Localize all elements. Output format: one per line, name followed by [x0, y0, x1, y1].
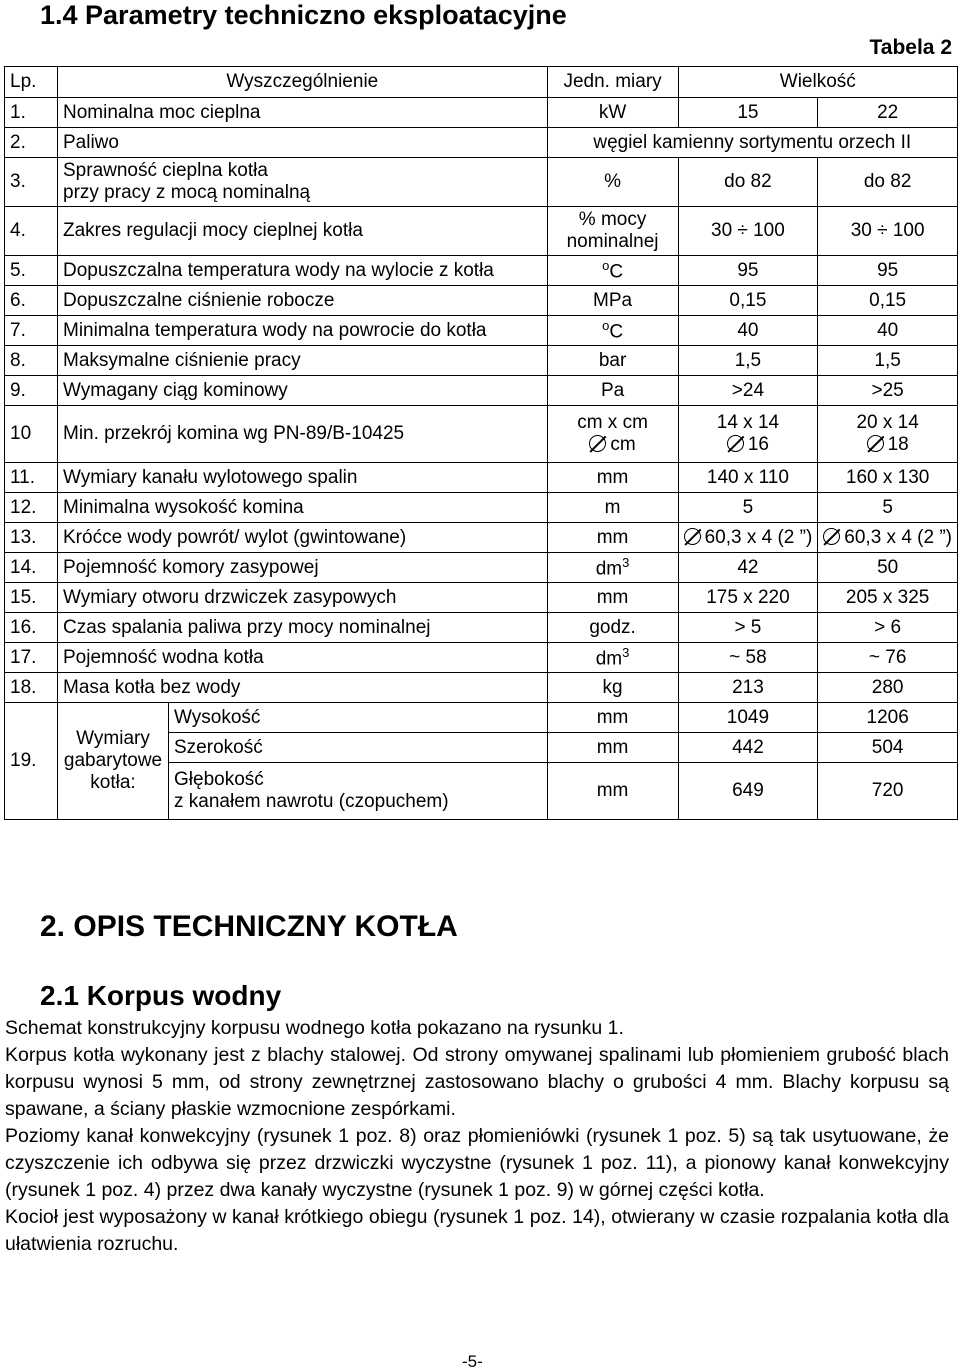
row-description: Sprawność cieplna kotła przy pracy z mocą nominalną [58, 158, 548, 207]
header-unit: Jedn. miary [547, 67, 678, 98]
row-value-2: 95 [818, 256, 958, 286]
section-heading: 1.4 Parametry techniczno eksploatacyjne [40, 0, 567, 30]
row-value-2: 504 [818, 733, 958, 763]
row-value-2: 1206 [818, 703, 958, 733]
row-value-1: >24 [678, 376, 818, 406]
row-description: Dopuszczalne ciśnienie robocze [58, 286, 548, 316]
row-value-2: > 6 [818, 613, 958, 643]
row-description: Minimalna temperatura wody na powrocie do kotła [58, 316, 548, 346]
row-value-2: 160 x 130 [818, 463, 958, 493]
table-row [5, 207, 958, 256]
row-value-1: 175 x 220 [678, 583, 818, 613]
header-description: Wyszczególnienie [58, 67, 548, 98]
table-row [5, 316, 958, 346]
header-lp: Lp. [5, 67, 58, 98]
row-value-1: 42 [678, 553, 818, 583]
row-value-2: 1,5 [818, 346, 958, 376]
row-unit: mm [547, 463, 678, 493]
row-value-1: 5 [678, 493, 818, 523]
row-description: Wymiary kanału wylotowego spalin [58, 463, 548, 493]
table-row [5, 463, 958, 493]
row-unit: m [547, 493, 678, 523]
row-value-2: 30 ÷ 100 [818, 207, 958, 256]
row-lp: 5. [5, 256, 58, 286]
table-row [5, 613, 958, 643]
table-row [5, 643, 958, 673]
row-description: Króćce wody powrót/ wylot (gwintowane) [58, 523, 548, 553]
row-value-1: 1049 [678, 703, 818, 733]
row-value-1: 213 [678, 673, 818, 703]
page-number: -5- [462, 1352, 483, 1371]
row-lp: 2. [5, 128, 58, 158]
body-text [5, 1015, 949, 1258]
diameter-icon [684, 528, 701, 545]
row-lp: 1. [5, 98, 58, 128]
row-description: Pojemność wodna kotła [58, 643, 548, 673]
diameter-icon [727, 435, 744, 452]
row-unit: mm [547, 583, 678, 613]
paragraph: Schemat konstrukcyjny korpusu wodnego kotła pokazano na rysunku 1. [5, 1017, 624, 1039]
row-description: Dopuszczalna temperatura wody na wylocie z kotła [58, 256, 548, 286]
table-row-dimensions [5, 703, 958, 733]
row-value-1: > 5 [678, 613, 818, 643]
row-unit: $dm^3$ [547, 553, 678, 583]
table-row [5, 256, 958, 286]
row-description: Wysokość [169, 703, 548, 733]
row-unit: godz. [547, 613, 678, 643]
parameters-table [4, 66, 958, 820]
row-lp: 18. [5, 673, 58, 703]
diameter-icon [823, 528, 840, 545]
row-unit: MPa [547, 286, 678, 316]
row-value-2: 5 [818, 493, 958, 523]
row-fuel-value: węgiel kamienny sortymentu orzech II [547, 128, 957, 158]
table-row [5, 553, 958, 583]
row-unit: $^o$C [547, 316, 678, 346]
row-unit: mm [547, 523, 678, 553]
table-header-row [5, 67, 958, 98]
row-unit: Pa [547, 376, 678, 406]
row-value-2: 280 [818, 673, 958, 703]
row-value-1: 60,3 x 4 (2 ”) [678, 523, 818, 553]
row-value-1: 95 [678, 256, 818, 286]
row-value-2: 60,3 x 4 (2 ”) [818, 523, 958, 553]
row-value-1: 15 [678, 98, 818, 128]
row-value-1: 1,5 [678, 346, 818, 376]
row-lp: 19. [5, 703, 58, 820]
header-value: Wielkość [678, 67, 957, 98]
table-caption: Tabela 2 [869, 36, 952, 59]
row-description: Czas spalania paliwa przy mocy nominalnej [58, 613, 548, 643]
dimensions-label: Wymiary gabarytowe kotła: [58, 703, 169, 820]
table-row [5, 523, 958, 553]
row-lp: 13. [5, 523, 58, 553]
table-row [5, 406, 958, 463]
row-unit: % mocy nominalnej [547, 207, 678, 256]
row-description: Nominalna moc cieplna [58, 98, 548, 128]
row-description: Wymagany ciąg kominowy [58, 376, 548, 406]
row-description: Szerokość [169, 733, 548, 763]
diameter-icon [867, 435, 884, 452]
row-value-2: 720 [818, 763, 958, 820]
row-lp: 3. [5, 158, 58, 207]
row-value-2: ~ 76 [818, 643, 958, 673]
row-value-1: 40 [678, 316, 818, 346]
row-value-1: 0,15 [678, 286, 818, 316]
row-unit: kg [547, 673, 678, 703]
row-unit: $dm^3$ [547, 643, 678, 673]
row-description: Głębokość z kanałem nawrotu (czopuchem) [169, 763, 548, 820]
row-lp: 7. [5, 316, 58, 346]
row-lp: 9. [5, 376, 58, 406]
table-row [5, 673, 958, 703]
row-unit: cm x cm cm [547, 406, 678, 463]
table-row [5, 98, 958, 128]
row-value-2: 50 [818, 553, 958, 583]
row-lp: 15. [5, 583, 58, 613]
row-lp: 6. [5, 286, 58, 316]
row-description: Minimalna wysokość komina [58, 493, 548, 523]
row-description: Paliwo [58, 128, 548, 158]
row-value-1: do 82 [678, 158, 818, 207]
row-value-2: 20 x 14 18 [818, 406, 958, 463]
paragraph: Poziomy kanał konwekcyjny (rysunek 1 poz. 8) oraz płomieniówki (rysunek 1 poz. 5) są tak usytuowane, że czyszczenie ich odbywa się przez drzwiczki wyczystne (rysunek 1 poz. 11), a pionowy kanał konwekcyjny (rysunek 1 poz. 4) przez dwa kanały wyczystne (rysunek 1 poz. 9) w górnej części kotła. [5, 1125, 949, 1201]
row-unit: mm [547, 763, 678, 820]
row-unit: mm [547, 733, 678, 763]
row-description: Maksymalne ciśnienie pracy [58, 346, 548, 376]
row-value-1: 442 [678, 733, 818, 763]
row-value-2: 22 [818, 98, 958, 128]
row-lp: 12. [5, 493, 58, 523]
row-lp: 10 [5, 406, 58, 463]
row-description: Min. przekrój komina wg PN-89/B-10425 [58, 406, 548, 463]
row-value-2: do 82 [818, 158, 958, 207]
row-unit: kW [547, 98, 678, 128]
row-lp: 11. [5, 463, 58, 493]
row-lp: 8. [5, 346, 58, 376]
row-lp: 14. [5, 553, 58, 583]
table-row [5, 158, 958, 207]
row-value-2: >25 [818, 376, 958, 406]
row-value-1: 30 ÷ 100 [678, 207, 818, 256]
paragraph: Kocioł jest wyposażony w kanał krótkiego obiegu (rysunek 1 poz. 14), otwierany w czasie rozpalania kotła dla ułatwienia rozruchu. [5, 1206, 949, 1255]
row-description: Wymiary otworu drzwiczek zasypowych [58, 583, 548, 613]
row-value-1: 14 x 14 16 [678, 406, 818, 463]
row-unit: $^o$C [547, 256, 678, 286]
row-unit: bar [547, 346, 678, 376]
chapter-heading: 2. OPIS TECHNICZNY KOTŁA [40, 910, 458, 943]
row-unit: % [547, 158, 678, 207]
table-row [5, 583, 958, 613]
row-lp: 4. [5, 207, 58, 256]
row-description: Masa kotła bez wody [58, 673, 548, 703]
row-unit: mm [547, 703, 678, 733]
table-row [5, 376, 958, 406]
table-row [5, 286, 958, 316]
table-row [5, 346, 958, 376]
row-lp: 17. [5, 643, 58, 673]
paragraph: Korpus kotła wykonany jest z blachy stalowej. Od strony omywanej spalinami lub płomieniem grubość blach korpusu wynosi 5 mm, od strony zewnętrznej zastosowano blachy o grubości 4 mm. Blachy korpusu są spawane, a ściany płaskie wzmocnione zespórkami. [5, 1044, 949, 1120]
table-row [5, 128, 958, 158]
row-value-1: ~ 58 [678, 643, 818, 673]
subsection-heading: 2.1 Korpus wodny [40, 980, 282, 1011]
diameter-icon [589, 435, 606, 452]
row-value-2: 40 [818, 316, 958, 346]
row-lp: 16. [5, 613, 58, 643]
row-value-2: 0,15 [818, 286, 958, 316]
row-value-2: 205 x 325 [818, 583, 958, 613]
row-value-1: 649 [678, 763, 818, 820]
row-description: Zakres regulacji mocy cieplnej kotła [58, 207, 548, 256]
table-row [5, 493, 958, 523]
row-value-1: 140 x 110 [678, 463, 818, 493]
row-description: Pojemność komory zasypowej [58, 553, 548, 583]
